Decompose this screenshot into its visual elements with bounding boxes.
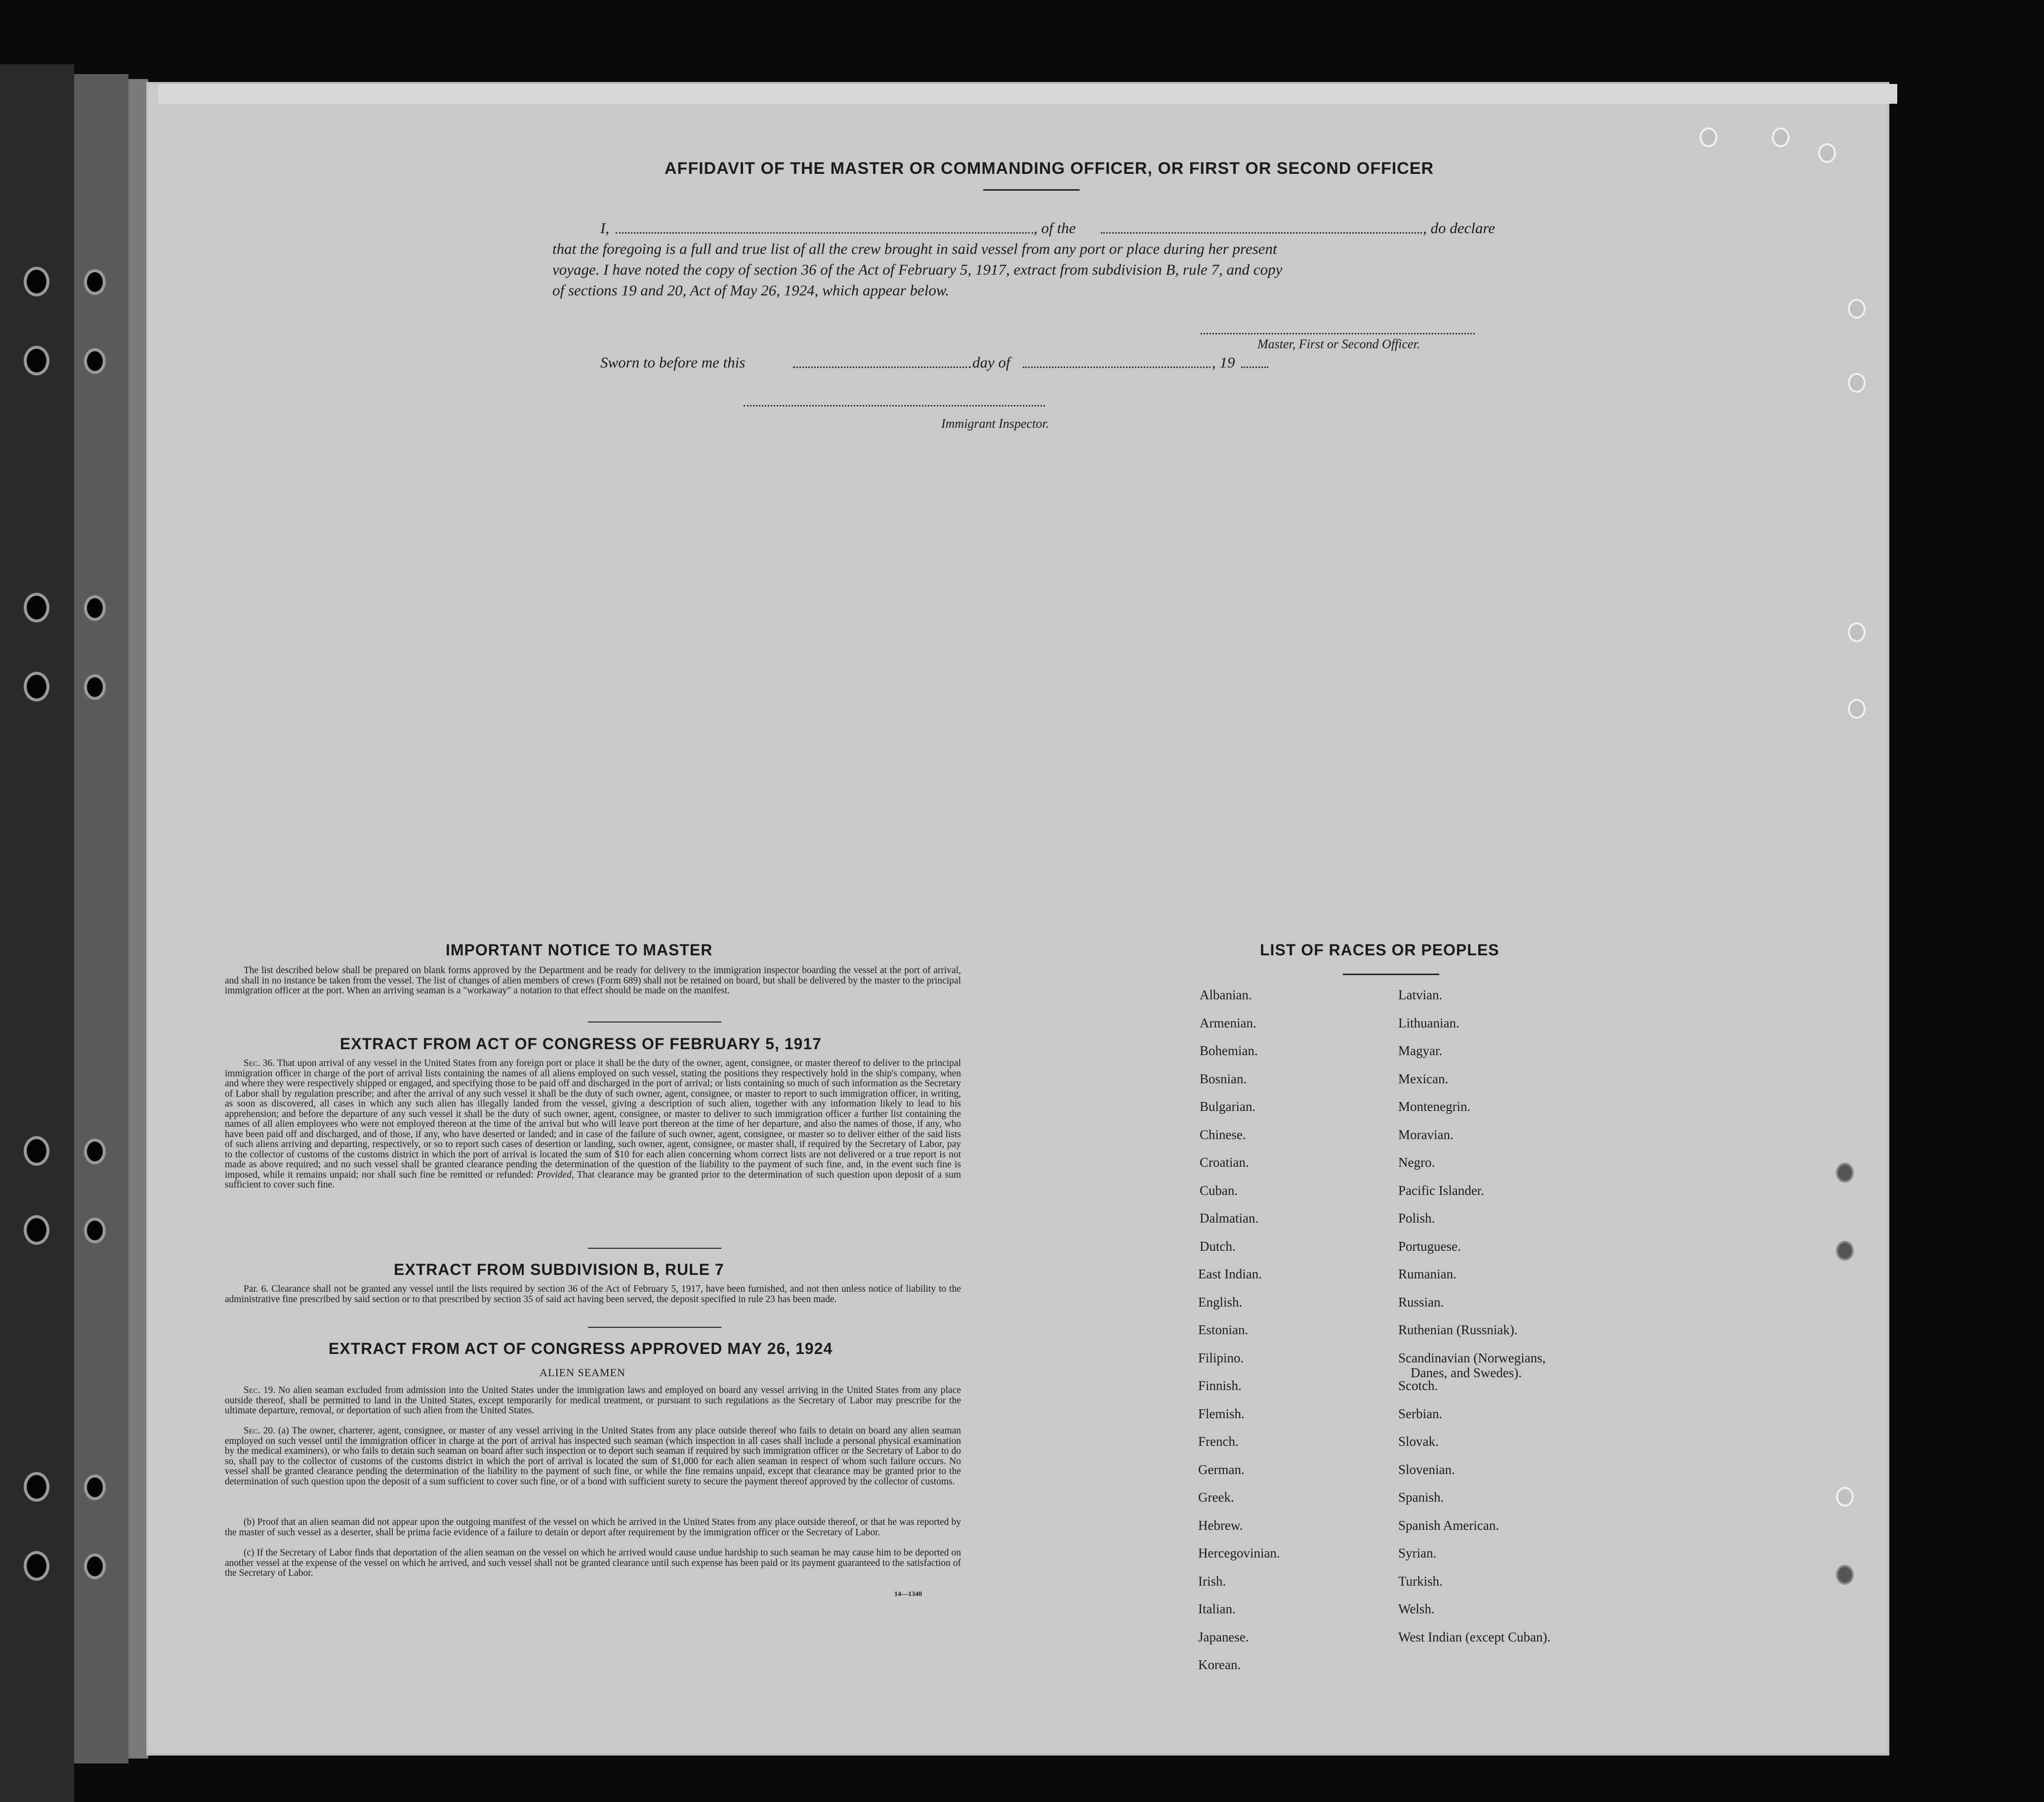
binder-hole xyxy=(84,1554,106,1579)
binder-hole xyxy=(24,593,49,622)
punch-hole xyxy=(1772,127,1790,147)
section-36-label: Sec. 36. xyxy=(244,1058,275,1068)
race-item: Albanian. xyxy=(1200,987,1252,1002)
inspector-label: Immigrant Inspector. xyxy=(941,416,1049,431)
rule-7-text xyxy=(225,1284,961,1305)
binder-hole xyxy=(24,1136,49,1166)
section-rule xyxy=(588,1327,721,1328)
section-rule xyxy=(588,1248,721,1249)
signature-line xyxy=(1201,333,1475,334)
race-item: Negro. xyxy=(1398,1155,1435,1170)
race-item: Filipino. xyxy=(1198,1350,1244,1365)
affidavit-line-4: of sections 19 and 20, Act of May 26, 1924, which appear below. xyxy=(552,282,950,299)
section-20a-body: (a) The owner, charterer, agent, consignee, or master of any vessel arriving in the United States from any place outside thereof who fails to detain on board any alien seaman employed on such vessel until the immigration officer in charge at the port of arrival has inspected such seaman (which inspection in all cases shall include a personal physical examination by the medical examiners), or who fails to detain such seaman on board after such inspection or to deport such seaman if required by such immigration officer or the Secretary of Labor to do so, shall pay to the collector of customs of the customs district in which the port of arrival is located the sum of $1,000 for each alien seaman in respect of whom such failure occurs. No vessel shall be granted clearance pending the determination of the liability to the payment of such fine, or while the fine remains unpaid, except that clearance may be granted prior to the determination of such question upon the deposit of a sum sufficient to cover such fine, or of a bond with sufficient surety to secure the payment thereof approved by the collector of customs. xyxy=(225,1426,961,1487)
extract-1924-title: EXTRACT FROM ACT OF CONGRESS APPROVED MAY 26, 1924 xyxy=(329,1340,833,1357)
binder-strip-edge xyxy=(128,79,148,1759)
section-19-label: Sec. 19. xyxy=(244,1385,276,1395)
sworn-text: Sworn to before me this xyxy=(600,354,746,371)
race-item: Dalmatian. xyxy=(1200,1211,1259,1226)
race-item: Flemish. xyxy=(1198,1406,1245,1421)
section-20c-body: (c) If the Secretary of Labor finds that deportation of the alien seaman on the vessel on which he arrived would cause undue hardship to such seaman he may cause him to be deported on another vessel at the expense of the vessel on which he arrived, and such vessel shall not be granted clearance until such expense has been paid or its payment guaranteed to the satisfaction of the Secretary of Labor. xyxy=(225,1548,961,1578)
race-item: Slovenian. xyxy=(1398,1462,1455,1477)
race-item: Chinese. xyxy=(1200,1127,1246,1142)
race-item: Hebrew. xyxy=(1198,1517,1243,1533)
binder-hole xyxy=(84,269,106,295)
races-title: LIST OF RACES OR PEOPLES xyxy=(1260,941,1500,959)
race-item: Scandinavian (Norwegians, xyxy=(1398,1350,1546,1365)
section-36-body: That upon arrival of any vessel in the United States from any foreign port or place it shall be the duty of the owner, agent, consignee, or master thereof to deliver to the principal immigration officer in charge of the port of arrival lists containing the names of all aliens employed on such vessel, stating the positions they respectively hold in the ship's company, when and where they were respectively shipped or engaged, and specifying those to be paid off and discharged in the port of arrival; or lists containing so much of such information as the Secretary of Labor shall by regulation prescribe; and after the arrival of any such vessel it shall be the duty of such owner, agent, consignee, or master to report to such immigration officer, in writing, as soon as discovered, all cases in which any such alien has illegally landed from the vessel, giving a description of such alien, together with any information likely to lead to his apprehension; and before the departure of any such vessel it shall be the duty of such owner, agent, consignee, or master to deliver to such immigration officer a further list containing the names of all alien employees who were not employed thereon at the time of the arrival but who will leave port thereon at the time of her departure, and also the names of those, if any, who have been paid off and discharged, and of those, if any, who have deserted or landed; and in case of the failure of such owner, agent, consignee, or master so to deliver either of the said lists of such aliens arriving and departing, respectively, or so to report such cases of desertion or landing, such owner, agent, consignee, or master shall, if required by the Secretary of Labor, pay to the collector of customs of the customs district in which the port of arrival is located the sum of $10 for each alien concerning whom correct lists are not delivered or a true report is not made as above required; and no such vessel shall be granted clearance pending the determination of the question of the liability to the payment of such fine, and, in the event such fine is imposed, while it remains unpaid; nor shall such fine be remitted or refunded: xyxy=(225,1058,961,1180)
race-item: West Indian (except Cuban). xyxy=(1398,1629,1551,1644)
punch-hole xyxy=(1848,373,1866,393)
punch-hole xyxy=(1836,1241,1854,1261)
binder-hole xyxy=(84,348,106,374)
race-item: English. xyxy=(1198,1294,1243,1310)
race-item: Latvian. xyxy=(1398,987,1443,1002)
binder-hole xyxy=(24,346,49,375)
inspector-line xyxy=(744,405,1045,407)
day-of-text: day of xyxy=(972,354,1010,371)
binder-hole xyxy=(84,1139,106,1164)
race-item: Croatian. xyxy=(1200,1155,1249,1170)
binder-hole xyxy=(84,1474,106,1500)
race-item: Slovak. xyxy=(1398,1434,1439,1449)
race-item: Finnish. xyxy=(1198,1378,1242,1393)
race-item: Bulgarian. xyxy=(1200,1099,1256,1114)
race-item: Magyar. xyxy=(1398,1043,1443,1058)
section-36-text xyxy=(225,1059,961,1190)
affidavit-of-the: , of the xyxy=(1034,219,1076,237)
extract-1917-title: EXTRACT FROM ACT OF CONGRESS OF FEBRUARY 5, 1917 xyxy=(340,1035,822,1053)
race-item: Irish. xyxy=(1198,1573,1226,1589)
affidavit-title: AFFIDAVIT OF THE MASTER OR COMMANDING OFFICER, OR FIRST OR SECOND OFFICER xyxy=(665,159,1434,178)
races-rule xyxy=(1343,974,1439,975)
day-blank xyxy=(793,367,971,368)
race-item: Russian. xyxy=(1398,1294,1444,1310)
race-item: Portuguese. xyxy=(1398,1238,1461,1254)
race-item: Montenegrin. xyxy=(1398,1099,1471,1114)
race-item: Danes, and Swedes). xyxy=(1411,1365,1522,1380)
punch-hole xyxy=(1818,143,1836,163)
race-item: Spanish. xyxy=(1398,1490,1444,1505)
binder-hole xyxy=(24,672,49,701)
race-item: Spanish American. xyxy=(1398,1517,1499,1533)
race-item: Serbian. xyxy=(1398,1406,1443,1421)
section-20a-text xyxy=(225,1426,961,1487)
section-20c-text xyxy=(225,1548,961,1579)
rule-7-title: EXTRACT FROM SUBDIVISION B, RULE 7 xyxy=(394,1261,724,1278)
binder-hole xyxy=(24,1215,49,1245)
affidavit-line-3: voyage. I have noted the copy of section 36 of the Act of February 5, 1917, extract from subdivision B, rule 7, and copy xyxy=(552,261,1283,278)
race-item: Pacific Islander. xyxy=(1398,1183,1484,1198)
section-20b-text xyxy=(225,1517,961,1538)
affidavit-declare: , do declare xyxy=(1423,219,1496,237)
binder-strip xyxy=(74,74,128,1763)
alien-seamen-subtitle: ALIEN SEAMEN xyxy=(540,1366,626,1379)
binder-hole xyxy=(24,1472,49,1502)
vessel-blank xyxy=(1101,232,1422,234)
race-item: Bosnian. xyxy=(1200,1071,1247,1086)
race-item: Lithuanian. xyxy=(1398,1015,1460,1030)
race-item: Ruthenian (Russniak). xyxy=(1398,1322,1518,1337)
section-19-body: No alien seaman excluded from admission into the United States under the immigration laws and employed on board any vessel arriving in the United States from any place outside thereof, shall be permitted to land in the United States, except temporarily for medical treatment, or pursuant to such regulations as the Secretary of Labor may prescribe for the ultimate departure, removal, or deportation of such alien from the United States. xyxy=(225,1385,961,1416)
race-item: Estonian. xyxy=(1198,1322,1249,1337)
notice-text xyxy=(225,966,961,996)
race-item: Welsh. xyxy=(1398,1601,1435,1616)
race-item: Mexican. xyxy=(1398,1071,1449,1086)
document-page xyxy=(148,84,1887,1754)
race-item: Polish. xyxy=(1398,1211,1435,1226)
title-rule xyxy=(983,189,1080,191)
race-item: Cuban. xyxy=(1200,1183,1238,1198)
affidavit-i: I, xyxy=(600,219,610,237)
race-item: Moravian. xyxy=(1398,1127,1454,1142)
affidavit-line-2: that the foregoing is a full and true list of all the crew brought in said vessel from any port or place during her present xyxy=(552,240,1277,257)
rule-7-body: Par. 6. Clearance shall not be granted any vessel until the lists required by section 36 of the Act of February 5, 1917, have been furnished, and not then unless notice of liability to the administrative fine prescribed by said section or to that prescribed by section 35 of said act having been served, the deposit specified in rule 23 has been made. xyxy=(225,1284,961,1305)
notice-title: IMPORTANT NOTICE TO MASTER xyxy=(446,941,713,959)
page-edge xyxy=(158,84,1897,104)
race-item: Korean. xyxy=(1198,1657,1241,1672)
race-item: Rumanian. xyxy=(1398,1267,1457,1281)
year-text: , 19 xyxy=(1212,354,1235,371)
notice-body: The list described below shall be prepared on blank forms approved by the Department and be ready for delivery to the immigration inspector boarding the vessel at the port of arrival, and shall in no instance be taken from the vessel. The list of changes of alien members of crews (Form 689) shall not be retained on board, but shall be delivered by the master to the principal immigration officer at the port. When an arriving seaman is a "workaway" a notation to that effect should be made on the manifest. xyxy=(225,965,961,996)
race-item: Scotch. xyxy=(1398,1378,1438,1393)
section-20b-body: (b) Proof that an alien seaman did not appear upon the outgoing manifest of the vessel on which he arrived in the United States from any place outside thereof, or that he was reported by the master of such vessel as a deserter, shall be prima facie evidence of a failure to detain or deport after requirement by the immigration officer or the Secretary of Labor. xyxy=(225,1517,961,1538)
punch-hole xyxy=(1848,299,1866,319)
section-20-label: Sec. 20. xyxy=(244,1426,276,1436)
punch-hole xyxy=(1848,699,1866,719)
provided-text: Provided, xyxy=(537,1169,574,1180)
punch-hole xyxy=(1836,1565,1854,1585)
race-item: Syrian. xyxy=(1398,1546,1437,1560)
binder-hole xyxy=(24,267,49,296)
race-item: Italian. xyxy=(1198,1601,1236,1616)
race-item: East Indian. xyxy=(1198,1267,1262,1281)
binder-hole xyxy=(84,674,106,700)
section-36-end: That clearance may be granted prior to the determination of such question upon deposit of a sum sufficient to cover such fine. xyxy=(225,1169,961,1190)
month-blank xyxy=(1023,367,1210,368)
year-blank xyxy=(1241,367,1268,368)
race-item: Bohemian. xyxy=(1200,1043,1258,1058)
name-blank xyxy=(616,232,1033,234)
race-item: French. xyxy=(1198,1434,1239,1449)
race-item: Turkish. xyxy=(1398,1573,1443,1589)
binder-left xyxy=(0,64,74,1802)
binder-hole xyxy=(24,1551,49,1581)
punch-hole xyxy=(1836,1487,1854,1507)
form-code: 14—1340 xyxy=(894,1591,922,1598)
race-item: Japanese. xyxy=(1198,1629,1249,1644)
race-item: Greek. xyxy=(1198,1490,1234,1505)
punch-hole xyxy=(1848,622,1866,642)
section-rule xyxy=(588,1022,721,1023)
binder-hole xyxy=(84,595,106,621)
signature-label: Master, First or Second Officer. xyxy=(1257,337,1420,351)
punch-hole xyxy=(1836,1163,1854,1183)
race-item: Armenian. xyxy=(1200,1015,1256,1030)
punch-hole xyxy=(1700,127,1717,147)
race-item: Hercegovinian. xyxy=(1198,1546,1280,1560)
race-item: German. xyxy=(1198,1462,1245,1477)
section-19-text xyxy=(225,1386,961,1416)
race-item: Dutch. xyxy=(1200,1238,1236,1254)
binder-hole xyxy=(84,1218,106,1243)
